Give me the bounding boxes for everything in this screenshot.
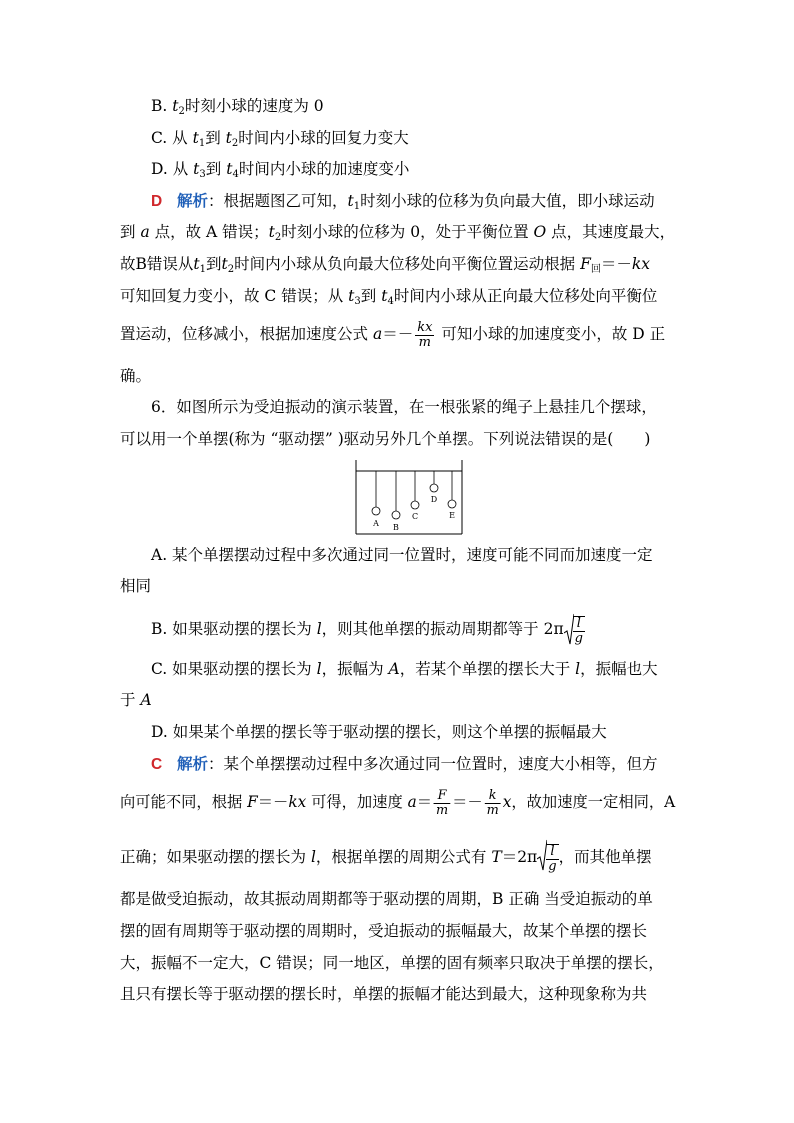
pendulum-label: B — [393, 523, 399, 532]
q6-option-a: A. 某个单摆摆动过程中多次通过同一位置时，速度可能不同而加速度一定 — [151, 546, 653, 564]
q6-explanation-line: 大，振幅不一定大，C 错误；同一地区，单摆的固有频率只取决于单摆的摆长， — [120, 954, 664, 972]
q6-option-d: D. 如果某个单摆的摆长等于驱动摆的摆长，则这个单摆的振幅最大 — [151, 723, 607, 741]
q6-stem: 可以用一个单摆(称为 “驱动摆” )驱动另外几个单摆。下列说法错误的是( ) — [120, 430, 651, 448]
q5-answer: D — [151, 193, 163, 210]
fraction-f-over-m: $\frac{F}{m}$ — [435, 787, 449, 818]
pendulum-e — [448, 471, 456, 520]
q6-explanation-line: 摆的固有周期等于驱动摆的周期时，受迫振动的振幅最大，故某个单摆的摆长 — [120, 922, 648, 940]
q5-analysis-tag: 解析 — [176, 191, 208, 210]
q6-answer: C — [151, 756, 163, 773]
q6-explanation-line: 都是做受迫振动，故其振动周期都等于驱动摆的周期，B 正确 当受迫振动的单 — [120, 890, 653, 908]
pendulum-figure — [354, 458, 466, 536]
pendulum-c — [411, 471, 419, 521]
q5-explanation-line: 故B错误从$t_1$到$t_2$时间内小球从负向最大位移处向平衡位置运动根据 $F_回=-kx$ — [120, 255, 650, 275]
q6-option-b: B. 如果驱动摆的摆长为 l，则其他单摆的振动周期都等于 2π $\frac{l}{g}$ — [151, 612, 585, 647]
q5-explanation-line: 到 a 点，故 A 错误；$t_2$时刻小球的位移为 0，处于平衡位置 O 点，其速度最大， — [120, 223, 676, 243]
q6-explanation-line: 向可能不同，根据 F＝－kx 可得，加速度 a＝ $\frac{F}{m}$ ＝－ $\frac{k}{m}$ x，故加速度一定相同，A — [120, 787, 676, 818]
q6-stem: 6．如图所示为受迫振动的演示装置，在一根张紧的绳子上悬挂几个摆球， — [151, 398, 657, 416]
pendulum-label: C — [411, 512, 419, 521]
q6-option-c: 于 A — [120, 691, 152, 709]
pendulum-label: E — [449, 511, 455, 520]
q6-analysis-tag: 解析 — [176, 754, 208, 773]
q6-explanation-line: 正确；如果驱动摆的摆长为 l，根据单摆的周期公式有 T＝2π $\frac{l}{g}$ ，而其他单摆 — [120, 838, 652, 877]
q5-option-d: D. 从 $t_3$到 $t_4$时间内小球的加速度变小 — [151, 160, 410, 180]
pendulum-d — [430, 471, 438, 504]
q5-option-b: B. $t_2$时刻小球的速度为 0 — [151, 97, 324, 117]
sqrt-l-over-g: $\frac{l}{g}$ — [537, 839, 558, 877]
fraction-k-over-m: $\frac{k}{m}$ — [486, 787, 499, 818]
q5-explanation-line: 置运动，位移减小，根据加速度公式 a＝－ $\frac{kx}{m}$ 可知小球的加速度变小，故 D 正 — [120, 319, 666, 350]
q6-explanation-line: C 解析：某个单摆摆动过程中多次通过同一位置时，速度大小相等，但方 — [151, 754, 658, 773]
q5-explanation-line: D 解析：根据题图乙可知，$t_1$时刻小球的位移为负向最大值，即小球运动 — [151, 191, 655, 212]
sqrt-l-over-g: $\frac{l}{g}$ — [564, 613, 585, 647]
q5-explanation-line: 可知回复力变小，故 C 错误；从 $t_3$到 $t_4$时间内小球从正向最大位移处向平衡位 — [120, 287, 658, 307]
q6-option-a: 相同 — [120, 577, 152, 595]
pendulum-b — [392, 471, 400, 532]
pendulum-label: D — [430, 495, 438, 504]
pendulum-a — [372, 471, 380, 528]
fraction-kx-over-m: $\frac{kx}{m}$ — [417, 319, 433, 350]
q5-option-c: C. 从 $t_1$到 $t_2$时间内小球的回复力变大 — [151, 129, 409, 149]
q6-explanation-line: 且只有摆长等于驱动摆的摆长时，单摆的振幅才能达到最大，这种现象称为共 — [120, 985, 648, 1003]
q6-option-c: C. 如果驱动摆的摆长为 l，振幅为 A，若某个单摆的摆长大于 l，振幅也大 — [151, 660, 658, 678]
q5-explanation-line: 确。 — [120, 367, 152, 385]
pendulum-label: A — [373, 519, 379, 528]
